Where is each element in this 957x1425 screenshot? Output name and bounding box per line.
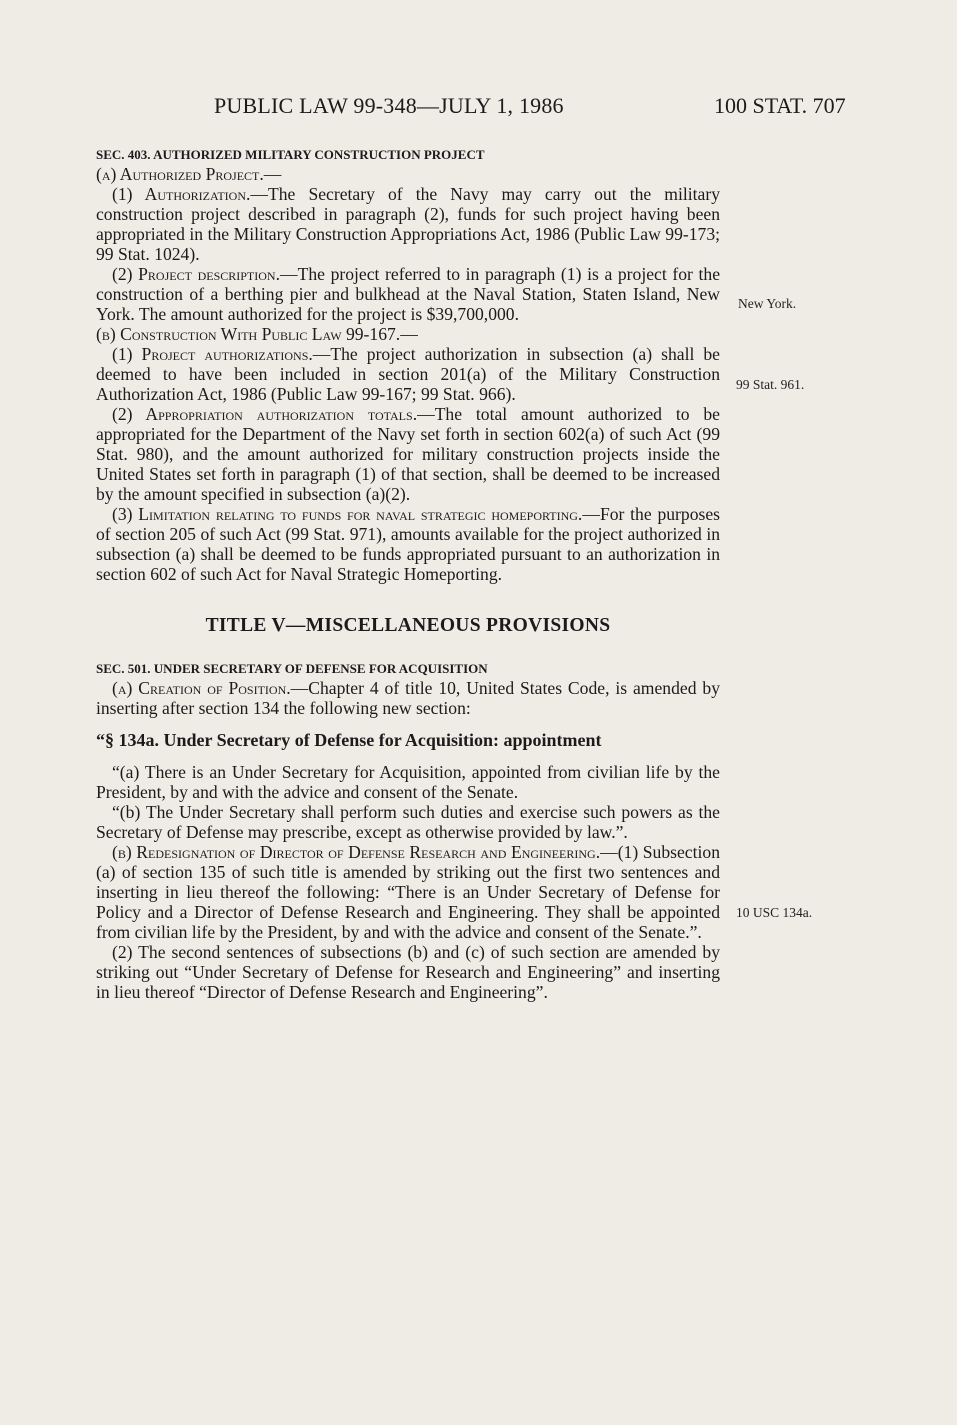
margin-note-10-usc-134a: 10 USC 134a. [736,905,813,920]
paragraph-a2-lead: (2) Project description. [112,264,280,284]
margin-note-99-stat-961: 99 Stat. 961. [736,377,805,392]
paragraph-501-b-lead: (b) Redesignation of Director of Defense Research and Engineering. [112,842,601,862]
paragraph-501-b [96,842,720,942]
margin-note-new-york: New York. [738,296,797,311]
section-501-heading: SEC. 501. UNDER SECRETARY OF DEFENSE FOR ACQUISITION [96,661,488,676]
subsection-b-label [96,324,720,344]
paragraph-b1 [96,344,720,404]
paragraph-501-a-lead: (a) Creation of Position. [112,678,291,698]
paragraph-501-a-text: —Chapter 4 of title 10, United States Code, is amended by inserting after section 134 the following new section: [96,678,720,718]
title-v-heading: TITLE V—MISCELLANEOUS PROVISIONS [205,615,611,636]
paragraph-a2 [96,264,720,324]
section-403-heading: SEC. 403. AUTHORIZED MILITARY CONSTRUCTION PROJECT [96,147,485,162]
paragraph-501-b2: (2) The second sentences of subsections (b) and (c) of such section are amended by striking out “Under Secretary of Defense for Research and Engineering” and inserting in lieu thereof “Director of Defense Research and Engineering”. [96,942,720,1002]
public-law-title: PUBLIC LAW 99-348—JULY 1, 1986 [214,93,564,118]
body-text [96,140,720,1002]
paragraph-a1-text: —The Secretary of the Navy may carry out the military construction project described in paragraph (2), funds for such project having been appropriated in the Military Construction Appropriations Act, 1986 (Public Law 99-173; 99 Stat. 1024). [96,184,720,264]
paragraph-501-a [96,678,720,718]
paragraph-b3-lead: (3) Limitation relating to funds for naval strategic homeporting. [112,504,583,524]
paragraph-a1 [96,184,720,264]
paragraph-b3 [96,504,720,584]
paragraph-b3-text: —For the purposes of section 205 of such Act (99 Stat. 971), amounts available for the project authorized in subsection (a) shall be deemed to be funds appropriated pursuant to an authorization in section 602 of such Act for Naval Strategic Homeporting. [96,504,721,584]
subsection-a-label [96,164,720,184]
paragraph-b2-text: —The total amount authorized to be appropriated for the Department of the Navy set forth in section 602(a) of such Act (99 Stat. 980), and the amount authorized for military construction projects inside the United States set forth in paragraph (1) of that section, shall be deemed to be increased by the amount specified in subsection (a)(2). [96,404,720,504]
paragraph-501-b-text: —(1) Subsection (a) of section 135 of such title is amended by striking out the first two sentences and inserting in lieu thereof the following: “There is an Under Secretary of Defense for Policy and a Director of Defense Research and Engineering. They shall be appointed from civilian life by the President, by and with the advice and consent of the Senate.”. [96,842,720,942]
quoted-subsection-a: “(a) There is an Under Secretary for Acquisition, appointed from civilian life by the President, by and with the advice and consent of the Senate. [96,762,720,802]
paragraph-b1-lead: (1) Project authorizations. [112,344,313,364]
subsection-b-label-text: (b) Construction With Public Law 99-167.— [96,324,418,344]
paragraph-b2-lead: (2) Appropriation authorization totals. [112,404,418,424]
page-header [0,93,957,123]
statute-page-number: 100 STAT. 707 [714,93,846,118]
code-section-heading: “§ 134a. Under Secretary of Defense for Acquisition: appointment [96,730,602,750]
paragraph-a1-lead: (1) Authorization. [112,184,251,204]
paragraph-b1-text: —The project authorization in subsection (a) shall be deemed to have been included in section 201(a) of the Military Construction Authorization Act, 1986 (Public Law 99-167; 99 Stat. 966). [96,344,720,404]
subsection-a-label-text: (a) Authorized Project.— [96,164,282,184]
quoted-subsection-b: “(b) The Under Secretary shall perform such duties and exercise such powers as the Secretary of Defense may prescribe, except as otherwise provided by law.”. [96,802,720,842]
paragraph-a2-text: —The project referred to in paragraph (1) is a project for the construction of a berthing pier and bulkhead at the Naval Station, Staten Island, New York. The amount authorized for the project is $39,700,000. [96,264,721,324]
paragraph-b2 [96,404,720,504]
